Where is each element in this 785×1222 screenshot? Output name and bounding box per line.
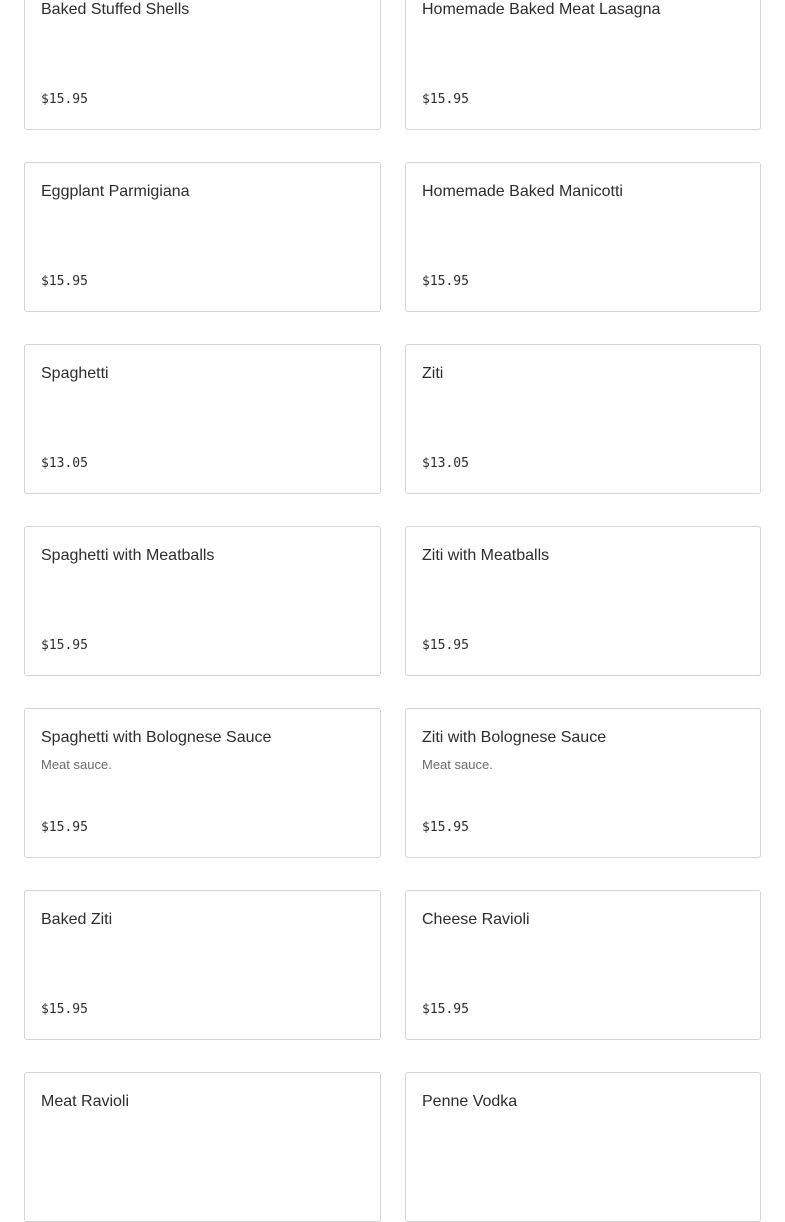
menu-item-price: $15.95 [41,638,88,653]
menu-item-card[interactable] [405,708,761,858]
menu-item-price: $15.95 [41,820,88,835]
menu-item-card[interactable] [405,344,761,494]
menu-item-description: Meat sauce. [41,757,112,772]
menu-item-price: $15.95 [422,638,469,653]
menu-item-name: Homemade Baked Manicotti [422,183,623,200]
menu-item-card[interactable] [24,526,381,676]
menu-items-grid [24,0,761,1222]
menu-item-card[interactable] [24,344,381,494]
menu-item-price: $15.95 [41,274,88,289]
menu-item-card[interactable] [24,0,381,130]
menu-item-price: $15.95 [41,92,88,107]
menu-item-name: Baked Ziti [41,911,113,928]
menu-item-name: Ziti with Meatballs [422,547,550,564]
menu-item-card[interactable] [24,708,381,858]
menu-item-name: Cheese Ravioli [422,911,530,928]
menu-item-description: Meat sauce. [422,757,493,772]
menu-item-card[interactable] [405,890,761,1040]
menu-item-name: Spaghetti with Bolognese Sauce [41,729,272,746]
menu-item-name: Penne Vodka [422,1093,518,1110]
menu-item-card[interactable] [24,162,381,312]
menu-item-price: $15.95 [422,1002,469,1017]
menu-item-price: $15.95 [422,820,469,835]
menu-item-card[interactable] [24,1072,381,1222]
menu-item-card[interactable] [405,162,761,312]
menu-item-name: Spaghetti [41,365,109,382]
menu-item-name: Spaghetti with Meatballs [41,547,215,564]
menu-item-price: $15.95 [422,274,469,289]
menu-item-card[interactable] [405,0,761,130]
menu-item-name: Ziti [422,365,444,382]
menu-item-name: Meat Ravioli [41,1093,130,1110]
menu-item-card[interactable] [24,890,381,1040]
menu-item-name: Eggplant Parmigiana [41,183,190,200]
menu-item-name: Baked Stuffed Shells [41,1,190,18]
menu-item-price: $13.05 [41,456,88,471]
menu-item-price: $15.95 [422,92,469,107]
menu-item-card[interactable] [405,1072,761,1222]
menu-item-name: Ziti with Bolognese Sauce [422,729,607,746]
menu-item-name: Homemade Baked Meat Lasagna [422,1,661,18]
menu-item-price: $13.05 [422,456,469,471]
menu-item-card[interactable] [405,526,761,676]
menu-item-price: $15.95 [41,1002,88,1017]
